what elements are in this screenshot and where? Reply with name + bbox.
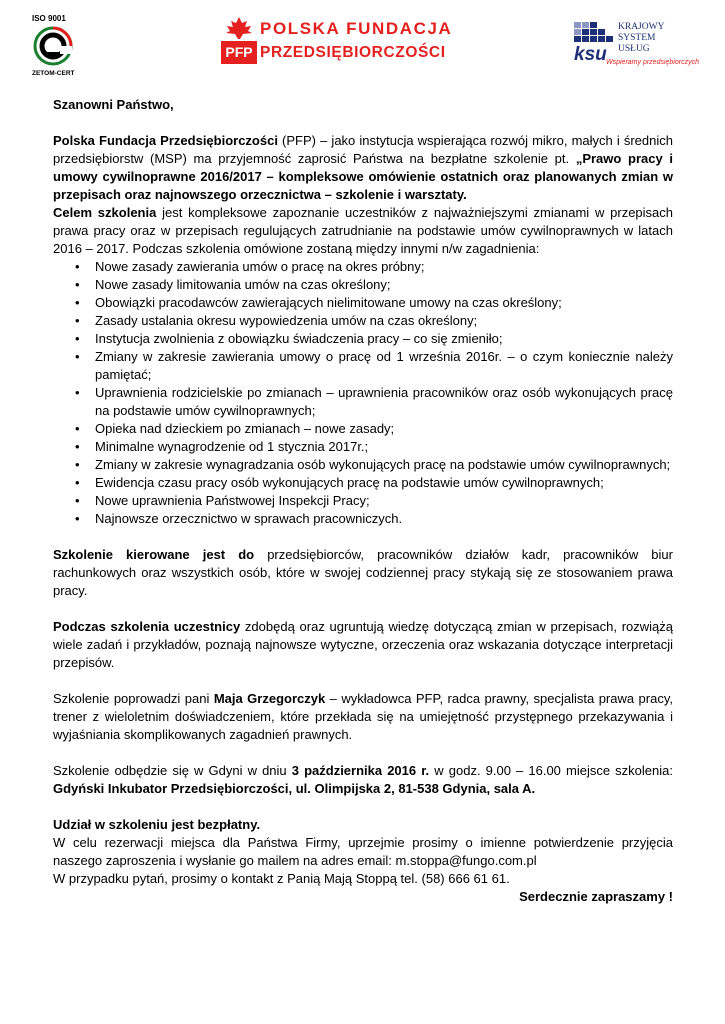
goal-text: jest kompleksowe zapoznanie uczestników z najważniejszymi zmianami w przepisach prawa pracy oraz w przepisach regulujących zatrudnianie na podstawie umów cywilnoprawnych w latach 2016 – 2017. Podczas szkolenia omówione zostaną między innymi n/w zagadnienia: (53, 205, 674, 256)
greeting-text: Szanowni Państwo, (53, 97, 174, 112)
audience-text: przedsiębiorców, pracowników działów kadr, pracowników biur rachunkowych oraz wszystkich osób, które w swojej codziennej pracy stykają się ze stosowaniem prawa pracy. (53, 547, 673, 598)
iso-body-label: ZETOM-CERT (32, 70, 75, 77)
training-date: 3 października 2016 r. (291, 763, 430, 778)
audience-paragraph (53, 546, 673, 600)
ksu-logo (570, 22, 699, 74)
iso-ring-icon (32, 24, 74, 68)
greeting (53, 96, 673, 114)
closing-text: Serdecznie zapraszamy ! (519, 889, 673, 904)
audience-label: Szkolenie kierowane jest do (53, 547, 255, 562)
venue-address: Gdyński Inkubator Przedsiębiorczości, ul. Olimpijska 2, 81-538 Gdynia, sala A. (53, 781, 536, 796)
pfp-logo (220, 16, 453, 72)
pfp-name-line2: PRZEDSIĘBIORCZOŚCI (260, 44, 446, 61)
list-item: • Nowe zasady zawierania umów o pracę na okres próbny; (53, 258, 673, 276)
pfp-name-line1: POLSKA FUNDACJA (260, 19, 453, 38)
venue-intro: Szkolenie odbędzie się w Gdyni w dniu (53, 763, 292, 778)
benefits-label: Podczas szkolenia uczestnicy (53, 619, 241, 634)
benefits-text: zdobędą oraz ugruntują wiedzę dotyczącą zmian w przepisach, rozwiążą wiele zadań i przykładów, poznają najnowsze wytyczne, orzeczenia oraz wskazania dotyczące interpretacji przepisów. (53, 619, 673, 670)
free-note-text: Udział w szkoleniu jest bezpłatny. (53, 817, 261, 832)
intro-org-name: Polska Fundacja Przedsiębiorczości (53, 133, 278, 148)
list-item: • Minimalne wynagrodzenie od 1 stycznia 2017r.; (53, 438, 673, 456)
intro-text: (PFP) – jako instytucja wspierająca rozwój mikro, małych i średnich przedsiębiorstw (MSP) ma przyjemność zaprosić Państwa na bezpłatne szkolenie pt. (53, 133, 673, 166)
benefits-paragraph (53, 618, 673, 672)
ksu-name-line3: USŁUG (618, 44, 650, 54)
goal-label: Celem szkolenia (53, 205, 157, 220)
ksu-tagline: Wspieramy przedsiębiorczych (606, 59, 699, 66)
maple-leaf-icon (223, 16, 255, 40)
list-item: • Opieka nad dzieckiem po zmianach – nowe zasady; (53, 420, 673, 438)
list-item: • Uprawnienia rodzicielskie po zmianach – uprawnienia pracowników oraz osób wykonujących pracę na podstawie umów cywilnoprawnych; (53, 384, 673, 420)
ksu-abbr: ksu (574, 44, 607, 65)
list-item: • Nowe uprawnienia Państwowej Inspekcji Pracy; (53, 492, 673, 510)
list-item: • Nowe zasady limitowania umów na czas określony; (53, 276, 673, 294)
list-item: • Najnowsze orzecznictwo w sprawach pracowniczych. (53, 510, 673, 528)
trainer-paragraph (53, 690, 673, 744)
training-title: „Prawo pracy i umowy cywilnoprawne 2016/2017 – kompleksowe omówienie ostatnich oraz planowanych zmian w przepisach oraz najnowszego orzecznictwa – szkolenie i warsztaty. (53, 151, 674, 202)
trainer-text: – wykładowca PFP, radca prawny, specjalista prawa pracy, trener z wieloletnim doświadczeniem, które przekłada się na umiejętność przystępnego przekazywania i wyjaśniania skomplikowanych zagadnień prawnych. (53, 691, 673, 742)
closing (53, 888, 673, 906)
letterhead (0, 0, 725, 90)
list-item: • Ewidencja czasu pracy osób wykonujących pracę na podstawie umów cywilnoprawnych; (53, 474, 673, 492)
goal-paragraph (53, 204, 673, 258)
ksu-full-name (618, 22, 664, 55)
list-item: • Zmiany w zakresie wynagradzania osób wykonujących pracę na podstawie umów cywilnoprawnych; (53, 456, 673, 474)
list-item: • Zmiany w zakresie zawierania umowy o pracę od 1 września 2016r. – o czym koniecznie należy pamiętać; (53, 348, 673, 384)
list-item: • Zasady ustalania okresu wypowiedzenia umów na czas określony; (53, 312, 673, 330)
iso-certificate-logo (28, 14, 88, 84)
ksu-name-line1: KRAJOWY (618, 22, 665, 32)
trainer-intro: Szkolenie poprowadzi pani (53, 691, 214, 706)
reservation-paragraph: W celu rezerwacji miejsca dla Państwa Firmy, uprzejmie prosimy o imienne potwierdzenie przyjęcia naszego zaproszenia i wysłanie go mailem na adres email: m.stoppa@fungo.com.pl (53, 835, 673, 868)
letter-body (53, 96, 673, 906)
list-item: • Instytucja zwolnienia z obowiązku świadczenia pracy – co się zmieniło; (53, 330, 673, 348)
topics-list (53, 258, 673, 528)
list-item: • Obowiązki pracodawców zawierających nielimitowane umowy na czas określony; (53, 294, 673, 312)
intro-paragraph (53, 132, 673, 204)
venue-hours: w godz. 9.00 – 16.00 miejsce szkolenia: (429, 763, 673, 778)
ksu-squares-icon (574, 22, 614, 44)
free-note (53, 816, 673, 834)
contact-paragraph: W przypadku pytań, prosimy o kontakt z Panią Mają Stoppą tel. (58) 666 61 61. (53, 871, 510, 886)
iso-label: ISO 9001 (32, 14, 66, 23)
venue-paragraph (53, 762, 673, 798)
ksu-name-line2: SYSTEM (618, 33, 656, 43)
trainer-name: Maja Grzegorczyk (213, 691, 326, 706)
pfp-abbr-badge: PFP (221, 41, 257, 64)
